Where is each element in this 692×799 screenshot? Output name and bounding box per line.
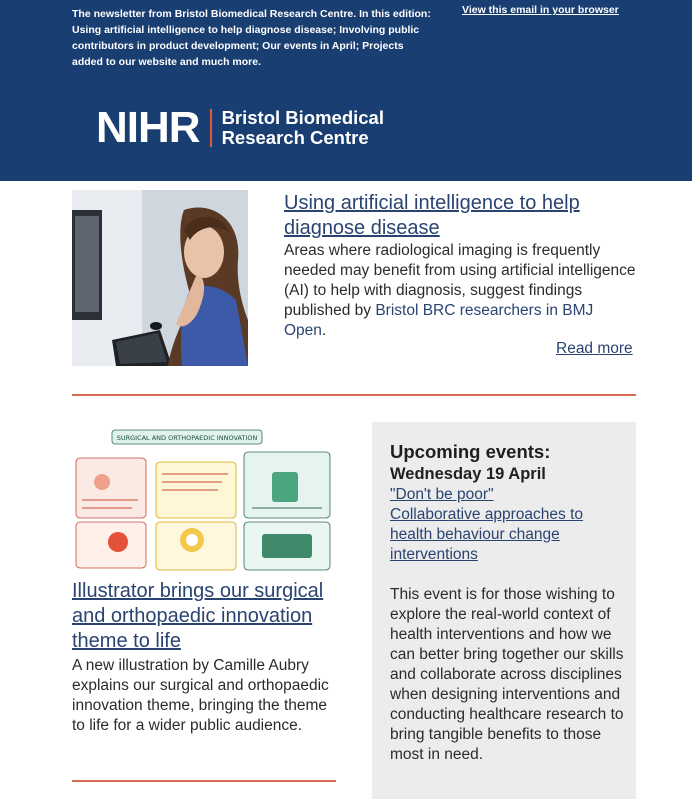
logo-line-2: Research Centre [221,127,369,148]
upcoming-events-panel [372,422,636,799]
nihr-logo [96,104,384,152]
article1-headline-link[interactable]: Using artificial intelligence to help diagnose disease [284,192,580,239]
article-illustrator [72,579,336,736]
event-date: Wednesday 19 April [390,465,546,483]
article1-body [284,241,636,341]
article2-body: A new illustration by Camille Aubry explains our surgical and orthopaedic innovation theme, bringing the theme to life for a wider public audience. [72,657,329,734]
read-more-link[interactable]: Read more [556,340,633,357]
article1-body-text: Areas where radiological imaging is frequently needed may benefit from using artificial intelligence (AI) to help with diagnosis, suggest findings published by [284,242,636,319]
logo-divider [210,109,212,147]
article-ai-diagnosis [284,191,636,341]
article-photo-researcher[interactable] [72,190,248,366]
section-divider-bottom [72,780,336,782]
bristol-brc-researchers-link[interactable]: Bristol BRC researchers in BMJ Open [284,302,594,339]
event-link-line-1: "Don't be poor" [390,486,494,503]
event-description: This event is for those wishing to explore the real-world context of health interventions and how we can better bring together our skills and collaborate across disciplines when designing interventions and conducting healthcare research to bring tangible benefits to those most in need. [390,586,624,763]
event-title-link[interactable] [390,485,626,565]
article1-body-end: . [321,322,327,339]
events-heading: Upcoming events: [390,441,551,462]
newsletter-header [0,0,692,181]
logo-line-1: Bristol Biomedical [221,107,384,128]
logo-centre-name [222,108,384,148]
article2-headline-link[interactable]: Illustrator brings our surgical and orthopaedic innovation theme to life [72,580,324,652]
event-link-line-2: Collaborative approaches to health behaviour change interventions [390,506,584,563]
illustration-title: SURGICAL AND ORTHOPAEDIC INNOVATION [116,434,258,442]
section-divider [72,394,636,396]
preheader-text: The newsletter from Bristol Biomedical Research Centre. In this edition: Using artificial intelligence to help diagnose disease; Involving public contributors in product development; Our events in April; Projects added to our website and much more. [72,8,431,68]
illustration-image[interactable] [72,422,336,574]
view-in-browser-link[interactable]: View this email in your browser [462,4,619,16]
logo-nihr-wordmark: NIHR [96,103,200,152]
